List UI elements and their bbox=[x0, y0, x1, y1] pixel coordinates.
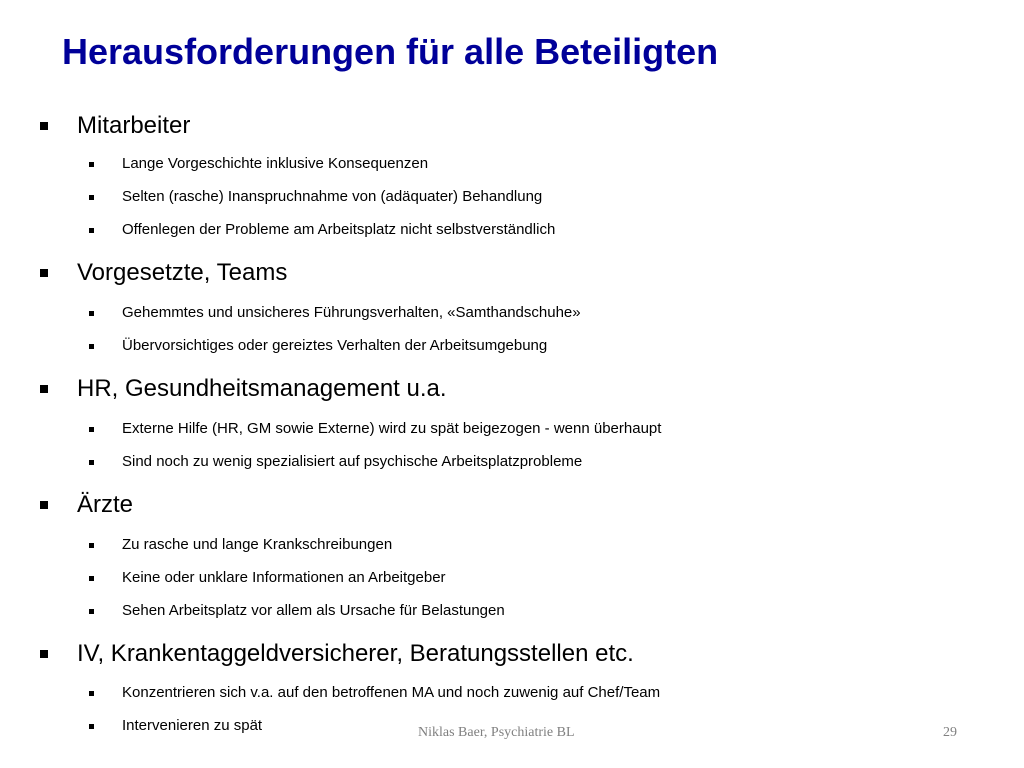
bullet-item: Selten (rasche) Inanspruchnahme von (adäquater) Behandlung bbox=[122, 188, 543, 205]
page-number: 29 bbox=[943, 725, 957, 740]
bullet-level2 bbox=[89, 601, 505, 621]
square-bullet-icon bbox=[40, 269, 48, 277]
square-bullet-icon bbox=[40, 501, 48, 509]
bullet-item: Offenlegen der Probleme am Arbeitsplatz nicht selbstverständlich bbox=[122, 221, 556, 238]
bullet-item: Lange Vorgeschichte inklusive Konsequenzen bbox=[122, 155, 429, 172]
square-bullet-icon bbox=[40, 385, 48, 393]
bullet-heading: Mitarbeiter bbox=[77, 112, 191, 139]
bullet-level1 bbox=[40, 258, 287, 288]
bullet-item: Gehemmtes und unsicheres Führungsverhalten, «Samthandschuhe» bbox=[122, 304, 581, 321]
bullet-level2 bbox=[89, 303, 581, 323]
square-bullet-icon bbox=[40, 122, 48, 130]
bullet-item: Übervorsichtiges oder gereiztes Verhalten der Arbeitsumgebung bbox=[122, 337, 548, 354]
square-bullet-icon bbox=[89, 691, 94, 696]
square-bullet-icon bbox=[89, 724, 94, 729]
square-bullet-icon bbox=[89, 311, 94, 316]
bullet-level2 bbox=[89, 154, 428, 174]
slide-title: Herausforderungen für alle Beteiligten bbox=[62, 31, 719, 72]
bullet-level1 bbox=[40, 111, 190, 141]
bullet-level1 bbox=[40, 639, 634, 669]
bullet-item: Sehen Arbeitsplatz vor allem als Ursache für Belastungen bbox=[122, 602, 505, 619]
bullet-item: Sind noch zu wenig spezialisiert auf psychische Arbeitsplatzprobleme bbox=[122, 453, 583, 470]
square-bullet-icon bbox=[40, 650, 48, 658]
square-bullet-icon bbox=[89, 344, 94, 349]
bullet-item: Intervenieren zu spät bbox=[122, 717, 263, 734]
square-bullet-icon bbox=[89, 228, 94, 233]
bullet-level2 bbox=[89, 220, 555, 240]
bullet-level2 bbox=[89, 336, 547, 356]
bullet-item: Zu rasche und lange Krankschreibungen bbox=[122, 536, 393, 553]
bullet-item: Keine oder unklare Informationen an Arbeitgeber bbox=[122, 569, 446, 586]
bullet-heading: Vorgesetzte, Teams bbox=[77, 259, 288, 286]
bullet-level2 bbox=[89, 716, 262, 736]
square-bullet-icon bbox=[89, 162, 94, 167]
bullet-heading: Ärzte bbox=[77, 491, 134, 518]
square-bullet-icon bbox=[89, 195, 94, 200]
bullet-level2 bbox=[89, 452, 582, 472]
bullet-level1 bbox=[40, 374, 447, 404]
bullet-heading: IV, Krankentaggeldversicherer, Beratungsstellen etc. bbox=[77, 640, 634, 667]
square-bullet-icon bbox=[89, 427, 94, 432]
bullet-level2 bbox=[89, 683, 660, 703]
bullet-level2 bbox=[89, 535, 392, 555]
bullet-item: Externe Hilfe (HR, GM sowie Externe) wird zu spät beigezogen - wenn überhaupt bbox=[122, 420, 662, 437]
bullet-level1 bbox=[40, 490, 133, 520]
bullet-item: Konzentrieren sich v.a. auf den betroffenen MA und noch zuwenig auf Chef/Team bbox=[122, 684, 661, 701]
square-bullet-icon bbox=[89, 609, 94, 614]
bullet-level2 bbox=[89, 568, 446, 588]
bullet-heading: HR, Gesundheitsmanagement u.a. bbox=[77, 375, 447, 402]
footer-author: Niklas Baer, Psychiatrie BL bbox=[418, 725, 575, 740]
square-bullet-icon bbox=[89, 460, 94, 465]
bullet-level2 bbox=[89, 419, 661, 439]
square-bullet-icon bbox=[89, 576, 94, 581]
bullet-level2 bbox=[89, 187, 542, 207]
square-bullet-icon bbox=[89, 543, 94, 548]
